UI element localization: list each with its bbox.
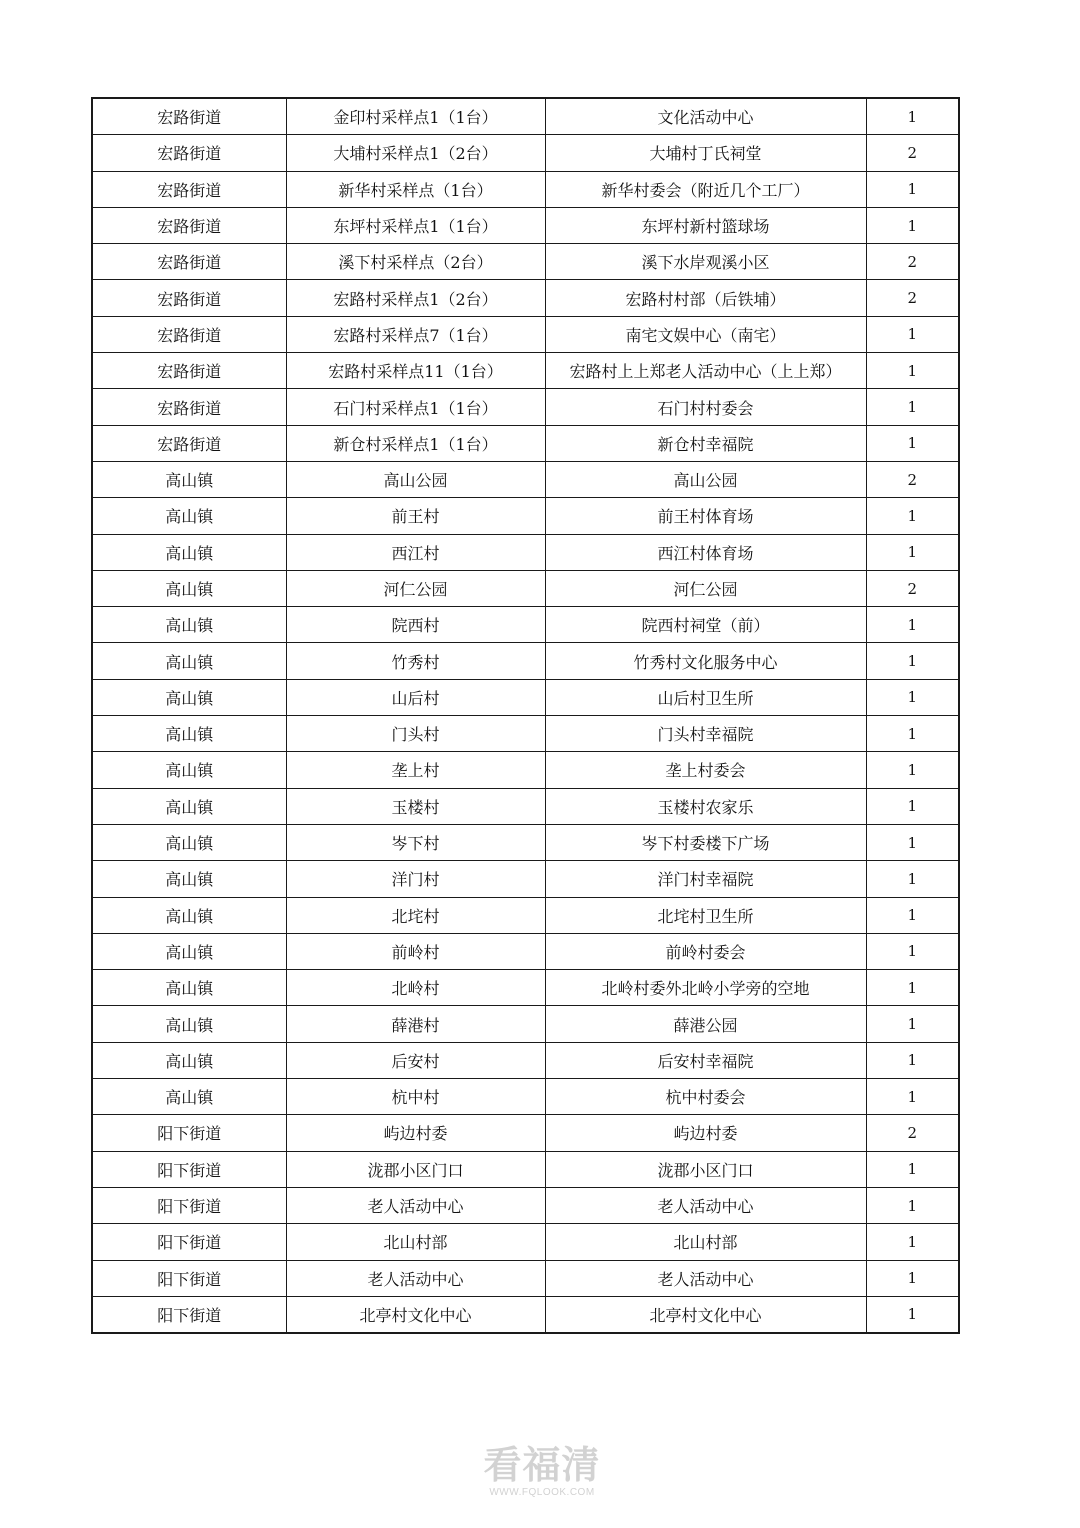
table-row: [92, 1151, 959, 1187]
count-cell: 1: [866, 389, 959, 425]
sampling-point-cell: 宏路村采样点1（2台）: [286, 280, 545, 316]
sampling-point-cell: 新华村采样点（1台）: [286, 171, 545, 207]
street-cell: 宏路街道: [92, 425, 286, 461]
table-row: [92, 1260, 959, 1296]
count-cell: 1: [866, 207, 959, 243]
location-cell: 北亭村文化中心: [545, 1296, 866, 1333]
sampling-point-cell: 杭中村: [286, 1079, 545, 1115]
location-cell: 新仓村幸福院: [545, 425, 866, 461]
count-cell: 1: [866, 607, 959, 643]
count-cell: 1: [866, 788, 959, 824]
sampling-point-cell: 北岭村: [286, 970, 545, 1006]
location-cell: 屿边村委: [545, 1115, 866, 1151]
location-cell: 南宅文娱中心（南宅）: [545, 316, 866, 352]
count-cell: 1: [866, 98, 959, 135]
location-cell: 宏路村村部（后铁埔）: [545, 280, 866, 316]
location-cell: 杭中村委会: [545, 1079, 866, 1115]
location-cell: 薛港公园: [545, 1006, 866, 1042]
watermark: [472, 1443, 612, 1499]
table-row: [92, 679, 959, 715]
street-cell: 宏路街道: [92, 353, 286, 389]
count-cell: 1: [866, 1187, 959, 1223]
street-cell: 宏路街道: [92, 207, 286, 243]
table-row: [92, 607, 959, 643]
sampling-point-cell: 前岭村: [286, 933, 545, 969]
count-cell: 1: [866, 643, 959, 679]
sampling-point-cell: 宏路村采样点11（1台）: [286, 353, 545, 389]
sampling-point-cell: 竹秀村: [286, 643, 545, 679]
street-cell: 阳下街道: [92, 1151, 286, 1187]
location-cell: 洋门村幸福院: [545, 861, 866, 897]
sampling-point-cell: 溪下村采样点（2台）: [286, 244, 545, 280]
street-cell: 高山镇: [92, 861, 286, 897]
count-cell: 1: [866, 1296, 959, 1333]
street-cell: 宏路街道: [92, 171, 286, 207]
location-cell: 玉楼村农家乐: [545, 788, 866, 824]
location-cell: 竹秀村文化服务中心: [545, 643, 866, 679]
table-row: [92, 897, 959, 933]
table-row: [92, 716, 959, 752]
location-cell: 老人活动中心: [545, 1187, 866, 1223]
count-cell: 1: [866, 1042, 959, 1078]
table-row: [92, 788, 959, 824]
table-row: [92, 316, 959, 352]
table-row: [92, 171, 959, 207]
count-cell: 1: [866, 861, 959, 897]
location-cell: 西江村体育场: [545, 534, 866, 570]
count-cell: 1: [866, 970, 959, 1006]
count-cell: 1: [866, 897, 959, 933]
sampling-point-cell: 洋门村: [286, 861, 545, 897]
sampling-point-cell: 宏路村采样点7（1台）: [286, 316, 545, 352]
sampling-point-cell: 泷郡小区门口: [286, 1151, 545, 1187]
table-row: [92, 461, 959, 497]
sampling-point-cell: 岑下村: [286, 824, 545, 860]
sampling-point-cell: 老人活动中心: [286, 1260, 545, 1296]
sampling-point-cell: 门头村: [286, 716, 545, 752]
table-row: [92, 244, 959, 280]
sampling-sites-table: [91, 97, 960, 1334]
street-cell: 阳下街道: [92, 1115, 286, 1151]
sampling-point-cell: 西江村: [286, 534, 545, 570]
count-cell: 2: [866, 135, 959, 171]
sampling-point-cell: 河仁公园: [286, 570, 545, 606]
count-cell: 1: [866, 679, 959, 715]
street-cell: 高山镇: [92, 534, 286, 570]
location-cell: 门头村幸福院: [545, 716, 866, 752]
street-cell: 宏路街道: [92, 389, 286, 425]
location-cell: 垄上村委会: [545, 752, 866, 788]
count-cell: 2: [866, 1115, 959, 1151]
sampling-point-cell: 北垞村: [286, 897, 545, 933]
location-cell: 大埔村丁氏祠堂: [545, 135, 866, 171]
location-cell: 岑下村委楼下广场: [545, 824, 866, 860]
table-row: [92, 643, 959, 679]
street-cell: 阳下街道: [92, 1260, 286, 1296]
sampling-point-cell: 北亭村文化中心: [286, 1296, 545, 1333]
location-cell: 泷郡小区门口: [545, 1151, 866, 1187]
location-cell: 北岭村委外北岭小学旁的空地: [545, 970, 866, 1006]
count-cell: 1: [866, 824, 959, 860]
street-cell: 宏路街道: [92, 280, 286, 316]
location-cell: 老人活动中心: [545, 1260, 866, 1296]
street-cell: 宏路街道: [92, 244, 286, 280]
street-cell: 高山镇: [92, 643, 286, 679]
table-row: [92, 1296, 959, 1333]
count-cell: 2: [866, 280, 959, 316]
location-cell: 溪下水岸观溪小区: [545, 244, 866, 280]
table-row: [92, 280, 959, 316]
table-row: [92, 207, 959, 243]
sampling-point-cell: 后安村: [286, 1042, 545, 1078]
count-cell: 1: [866, 1260, 959, 1296]
sampling-point-cell: 山后村: [286, 679, 545, 715]
sampling-point-cell: 石门村采样点1（1台）: [286, 389, 545, 425]
count-cell: 2: [866, 570, 959, 606]
location-cell: 北垞村卫生所: [545, 897, 866, 933]
street-cell: 宏路街道: [92, 135, 286, 171]
sampling-point-cell: 垄上村: [286, 752, 545, 788]
count-cell: 1: [866, 534, 959, 570]
watermark-title: 看福清: [483, 1443, 601, 1487]
street-cell: 高山镇: [92, 897, 286, 933]
street-cell: 高山镇: [92, 716, 286, 752]
street-cell: 高山镇: [92, 824, 286, 860]
sampling-point-cell: 新仓村采样点1（1台）: [286, 425, 545, 461]
location-cell: 河仁公园: [545, 570, 866, 606]
sampling-point-cell: 北山村部: [286, 1224, 545, 1260]
street-cell: 阳下街道: [92, 1187, 286, 1223]
table-row: [92, 425, 959, 461]
location-cell: 前王村体育场: [545, 498, 866, 534]
sampling-point-cell: 东坪村采样点1（1台）: [286, 207, 545, 243]
street-cell: 高山镇: [92, 1042, 286, 1078]
table-row: [92, 933, 959, 969]
count-cell: 1: [866, 1151, 959, 1187]
location-cell: 后安村幸福院: [545, 1042, 866, 1078]
sampling-point-cell: 大埔村采样点1（2台）: [286, 135, 545, 171]
table-row: [92, 970, 959, 1006]
table-row: [92, 824, 959, 860]
street-cell: 高山镇: [92, 970, 286, 1006]
location-cell: 石门村村委会: [545, 389, 866, 425]
location-cell: 新华村委会（附近几个工厂）: [545, 171, 866, 207]
street-cell: 高山镇: [92, 788, 286, 824]
table-row: [92, 1042, 959, 1078]
street-cell: 宏路街道: [92, 316, 286, 352]
table-row: [92, 534, 959, 570]
count-cell: 1: [866, 1079, 959, 1115]
count-cell: 1: [866, 1224, 959, 1260]
count-cell: 1: [866, 716, 959, 752]
sampling-point-cell: 屿边村委: [286, 1115, 545, 1151]
count-cell: 2: [866, 461, 959, 497]
location-cell: 东坪村新村篮球场: [545, 207, 866, 243]
count-cell: 1: [866, 1006, 959, 1042]
table-row: [92, 353, 959, 389]
count-cell: 1: [866, 933, 959, 969]
table-row: [92, 861, 959, 897]
street-cell: 高山镇: [92, 933, 286, 969]
location-cell: 高山公园: [545, 461, 866, 497]
street-cell: 高山镇: [92, 679, 286, 715]
sampling-point-cell: 高山公园: [286, 461, 545, 497]
street-cell: 宏路街道: [92, 98, 286, 135]
location-cell: 院西村祠堂（前）: [545, 607, 866, 643]
table-row: [92, 1115, 959, 1151]
street-cell: 高山镇: [92, 1006, 286, 1042]
street-cell: 阳下街道: [92, 1296, 286, 1333]
sampling-point-cell: 院西村: [286, 607, 545, 643]
location-cell: 北山村部: [545, 1224, 866, 1260]
sampling-point-cell: 老人活动中心: [286, 1187, 545, 1223]
street-cell: 高山镇: [92, 461, 286, 497]
location-cell: 宏路村上上郑老人活动中心（上上郑）: [545, 353, 866, 389]
table-row: [92, 1224, 959, 1260]
street-cell: 高山镇: [92, 752, 286, 788]
location-cell: 文化活动中心: [545, 98, 866, 135]
street-cell: 高山镇: [92, 570, 286, 606]
watermark-url: WWW.FQLOOK.COM: [489, 1487, 595, 1498]
table-row: [92, 498, 959, 534]
count-cell: 1: [866, 752, 959, 788]
table-row: [92, 1006, 959, 1042]
count-cell: 1: [866, 171, 959, 207]
street-cell: 高山镇: [92, 1079, 286, 1115]
table-body: [92, 98, 959, 1333]
sampling-point-cell: 玉楼村: [286, 788, 545, 824]
sampling-point-cell: 金印村采样点1（1台）: [286, 98, 545, 135]
street-cell: 阳下街道: [92, 1224, 286, 1260]
count-cell: 2: [866, 244, 959, 280]
sampling-point-cell: 薛港村: [286, 1006, 545, 1042]
sampling-point-cell: 前王村: [286, 498, 545, 534]
count-cell: 1: [866, 498, 959, 534]
table-row: [92, 1187, 959, 1223]
table-row: [92, 570, 959, 606]
location-cell: 前岭村委会: [545, 933, 866, 969]
count-cell: 1: [866, 316, 959, 352]
table-row: [92, 752, 959, 788]
location-cell: 山后村卫生所: [545, 679, 866, 715]
count-cell: 1: [866, 425, 959, 461]
street-cell: 高山镇: [92, 607, 286, 643]
table-row: [92, 98, 959, 135]
table-row: [92, 389, 959, 425]
table-row: [92, 135, 959, 171]
street-cell: 高山镇: [92, 498, 286, 534]
table-row: [92, 1079, 959, 1115]
count-cell: 1: [866, 353, 959, 389]
